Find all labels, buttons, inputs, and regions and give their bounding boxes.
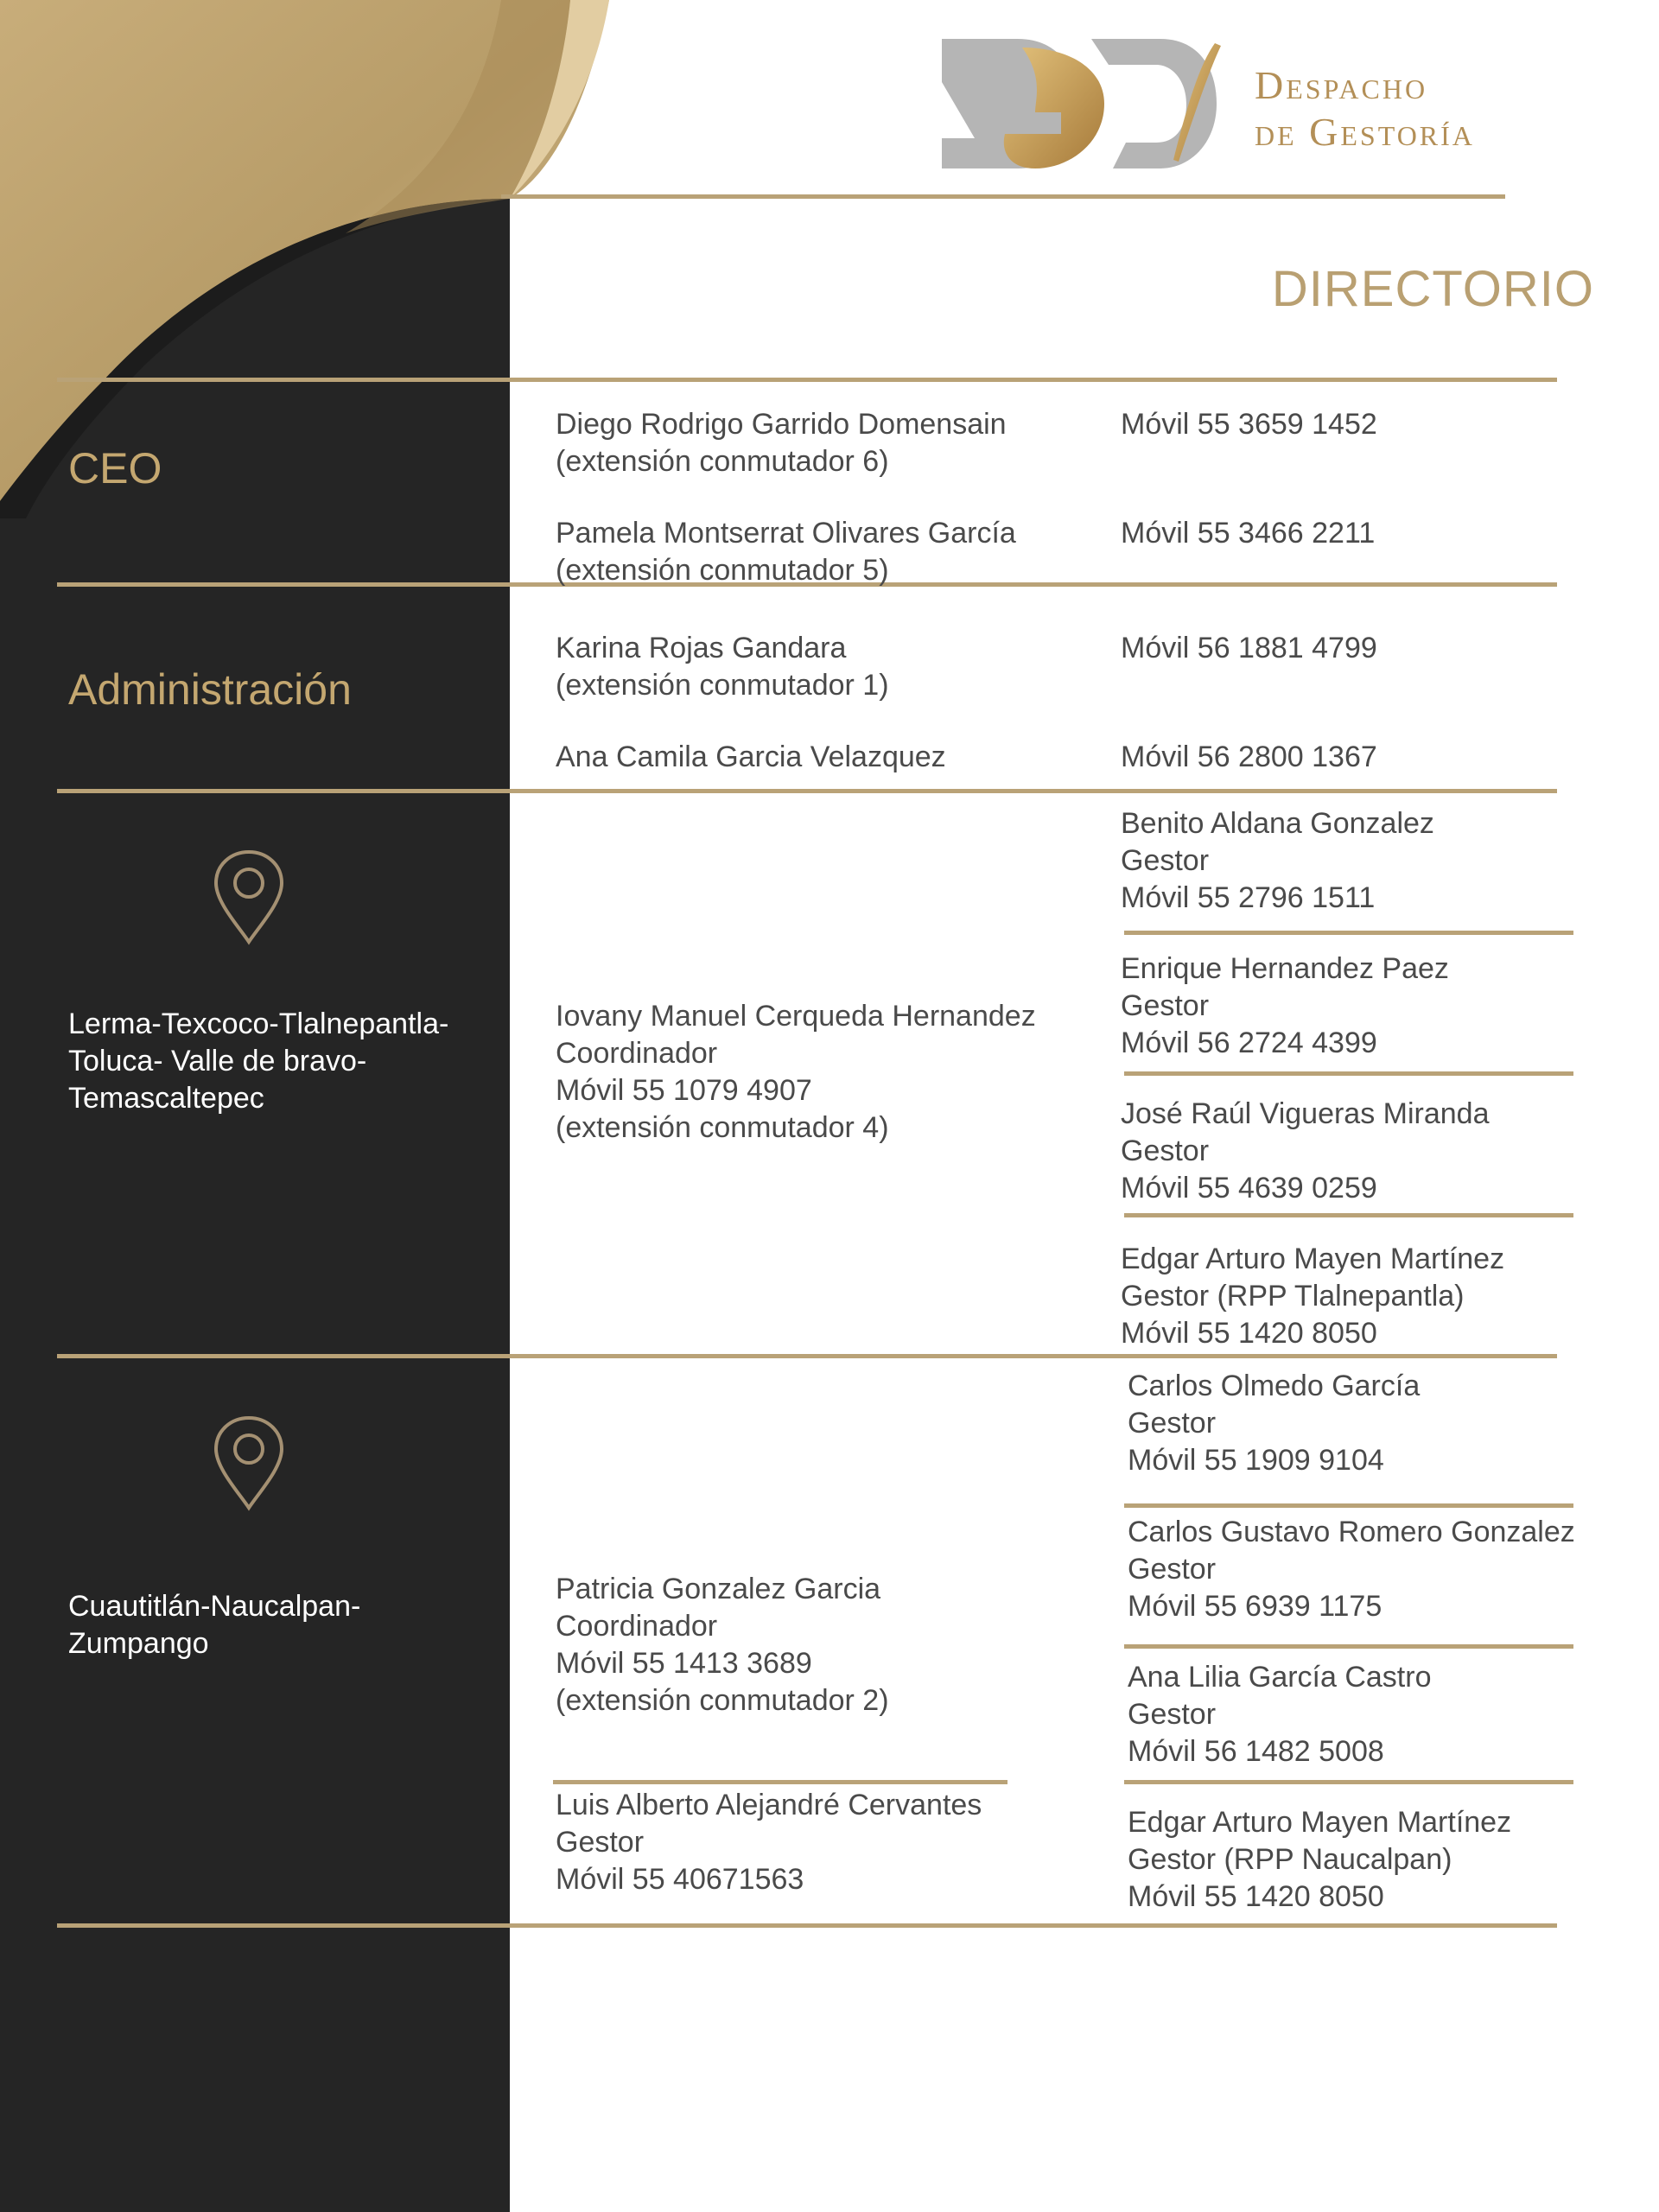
section-divider — [57, 789, 1557, 793]
region1-gestor-1: Benito Aldana Gonzalez Gestor Móvil 55 2796 1511 — [1121, 807, 1434, 914]
region-label-lerma: Lerma-Texcoco-Tlalnepantla- Toluca- Valle de bravo- Temascaltepec — [68, 1007, 449, 1115]
location-pin-icon — [213, 849, 285, 945]
region-label-cuautitlan: Cuautitlán-Naucalpan- Zumpango — [68, 1590, 361, 1660]
location-pin-icon — [213, 1414, 285, 1511]
gestor-divider — [1124, 1503, 1573, 1508]
ceo-person-2-phone: Móvil 55 3466 2211 — [1121, 517, 1376, 550]
section-divider — [57, 1923, 1557, 1928]
admin-person-1-phone: Móvil 56 1881 4799 — [1121, 632, 1377, 664]
region2-gestor-3: Ana Lilia García Castro Gestor Móvil 56 1482 5008 — [1128, 1661, 1432, 1768]
region2-gestor-4: Edgar Arturo Mayen Martínez Gestor (RPP Naucalpan) Móvil 55 1420 8050 — [1128, 1806, 1512, 1913]
gestor-divider — [1124, 931, 1573, 935]
logo-text: Despacho de Gestoría — [1255, 63, 1475, 154]
region1-gestor-3: José Raúl Vigueras Miranda Gestor Móvil 55 4639 0259 — [1121, 1097, 1490, 1205]
region1-coordinator: Iovany Manuel Cerqueda Hernandez Coordinador Móvil 55 1079 4907 (extensión conmutador 4) — [556, 1000, 1036, 1144]
section-label-ceo: CEO — [68, 444, 162, 493]
admin-person-1: Karina Rojas Gandara (extensión conmutador 1) — [556, 632, 889, 702]
admin-person-2-phone: Móvil 56 2800 1367 — [1121, 741, 1377, 773]
header-divider — [501, 194, 1505, 199]
section-label-administracion: Administración — [68, 665, 352, 714]
company-logo-icon — [940, 30, 1225, 177]
coordinator-divider — [553, 1780, 1007, 1784]
region2-gestor-2: Carlos Gustavo Romero Gonzalez Gestor Móvil 55 6939 1175 — [1128, 1516, 1575, 1623]
gestor-divider — [1124, 1644, 1573, 1649]
region1-gestor-2: Enrique Hernandez Paez Gestor Móvil 56 2724 4399 — [1121, 952, 1449, 1059]
gestor-divider — [1124, 1780, 1573, 1784]
page-title: DIRECTORIO — [1271, 261, 1594, 317]
ceo-person-1: Diego Rodrigo Garrido Domensain (extensión conmutador 6) — [556, 408, 1007, 478]
region2-gestor-1: Carlos Olmedo García Gestor Móvil 55 1909 9104 — [1128, 1370, 1421, 1477]
section-divider — [57, 378, 1557, 382]
region1-gestor-4: Edgar Arturo Mayen Martínez Gestor (RPP Tlalnepantla) Móvil 55 1420 8050 — [1121, 1243, 1505, 1350]
gestor-divider — [1124, 1213, 1573, 1217]
region2-coordinator: Patricia Gonzalez Garcia Coordinador Móvil 55 1413 3689 (extensión conmutador 2) — [556, 1573, 889, 1717]
gestor-divider — [1124, 1071, 1573, 1076]
admin-person-2: Ana Camila Garcia Velazquez — [556, 741, 946, 773]
region2-gestor-luis: Luis Alberto Alejandré Cervantes Gestor Móvil 55 40671563 — [556, 1789, 982, 1896]
ceo-person-1-phone: Móvil 55 3659 1452 — [1121, 408, 1377, 441]
ceo-person-2: Pamela Montserrat Olivares García (extensión conmutador 5) — [556, 517, 1016, 587]
section-divider — [57, 1354, 1557, 1358]
